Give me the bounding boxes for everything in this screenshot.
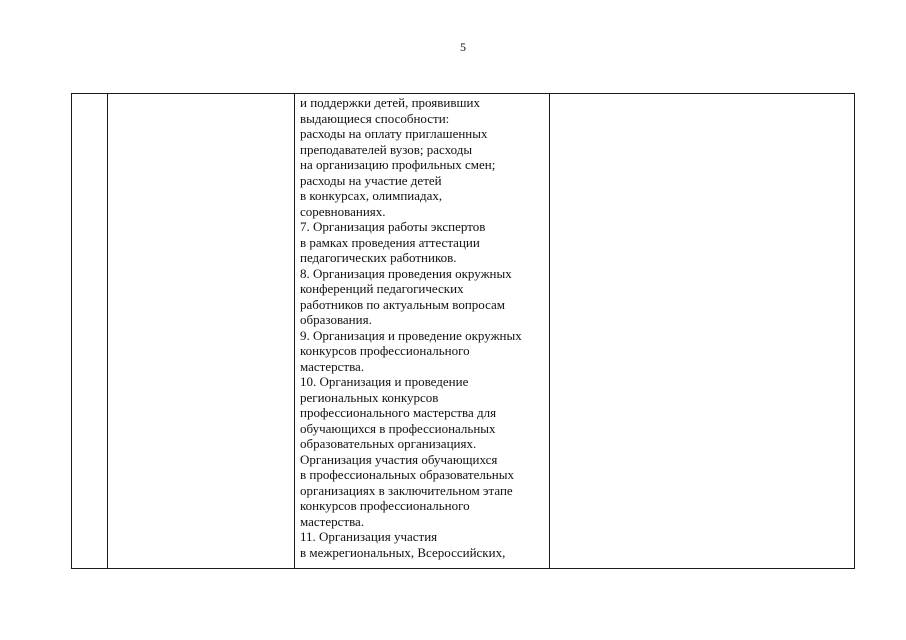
text-line: соревнованиях. — [300, 203, 386, 219]
text-line: мастерства. — [300, 358, 365, 374]
text-line: 9. Организация и проведение окружных — [300, 327, 522, 343]
text-line: преподавателей вузов; расходы — [300, 141, 473, 157]
text-line: и поддержки детей, проявивших — [300, 95, 480, 110]
text-line: 11. Организация участия — [300, 529, 438, 544]
text-line: профессионального мастерства для — [300, 405, 497, 420]
text-line: региональных конкурсов — [300, 389, 439, 405]
text-line: выдающиеся способности: — [300, 110, 450, 126]
text-line: образования. — [300, 312, 372, 327]
text-line: на организацию профильных смен; — [300, 157, 496, 172]
content-table — [71, 93, 855, 569]
table-row — [72, 94, 855, 569]
text-line: 8. Организация проведения окружных — [300, 265, 512, 281]
text-line: 7. Организация работы экспертов — [300, 219, 486, 234]
text-line: в межрегиональных, Всероссийских, — [300, 544, 506, 560]
text-line: работников по актуальным вопросам — [300, 296, 506, 312]
text-line: расходы на участие детей — [300, 172, 442, 188]
text-line: в профессиональных образовательных — [300, 467, 514, 482]
table-cell-notes — [550, 94, 855, 569]
text-line: мастерства. — [300, 513, 365, 529]
text-line: образовательных организациях. — [300, 436, 477, 451]
table-cell-description — [295, 94, 550, 569]
text-line: в конкурсах, олимпиадах, — [300, 188, 443, 203]
text-line: конкурсов профессионального — [300, 498, 470, 513]
text-line: расходы на оплату приглашенных — [300, 126, 488, 141]
text-line: конкурсов профессионального — [300, 343, 470, 358]
text-line: в рамках проведения аттестации — [300, 234, 480, 250]
page-number: 5 — [460, 40, 466, 54]
text-line: обучающихся в профессиональных — [300, 420, 496, 436]
text-line: организациях в заключительном этапе — [300, 482, 513, 498]
text-line: педагогических работников. — [300, 250, 457, 265]
text-line: 10. Организация и проведение — [300, 374, 469, 389]
text-line: Организация участия обучающихся — [300, 451, 498, 467]
table-cell-number — [72, 94, 108, 569]
text-line: конференций педагогических — [300, 281, 464, 296]
table-cell-name — [108, 94, 295, 569]
